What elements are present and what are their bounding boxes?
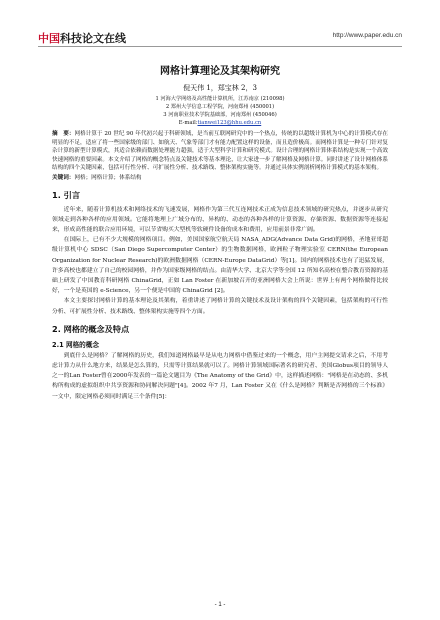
abstract xyxy=(52,130,388,173)
affiliation-2: 2 郑州大学信息工程学院，河南郑州 (450001) xyxy=(165,104,275,110)
concept-paragraph-1: 到底什么是网格？了解网格的历史，我们知道网格最早是从电力网格中借鉴过来的一个概念，用户主网提交请求之后，不用考虑计算力从什么地方来，结果是怎么算的，只需等计算结果就可以了。网格计算领域国际著名的研究者、美国Globus项目的领导人之一的Lan Foster曾在2000年发表的一篇论文题目为《The Anatomy of the Grid》中，这样描述网格："网格是在动态的、多机构所构成的虚拟组织中共享资源和协同解决问题"[4]。2002 年7 月，Lan Foster 又在《什么是网格？判断是否网格的三个标准》一文中，限定网格必须同时满足三个条件[5]： xyxy=(52,352,388,400)
paper-authors: 倪天伟 1，郑宝林 2，3 xyxy=(183,84,257,92)
intro-paragraph-3: 本文主要探讨网格计算的基本理论及其架构，着重讲述了网格计算的关键技术及设计架构的四个关键因素，包括架构的可行性分析、可扩展性分析、技术路线、整体架构实施等四个方面。 xyxy=(52,298,388,315)
site-logo[interactable] xyxy=(38,30,126,46)
abstract-label: 摘 要： xyxy=(52,131,75,137)
header-divider xyxy=(38,46,402,47)
section-heading-introduction: 1. 引言 xyxy=(52,189,81,200)
logo-main-text: 科技论文在线 xyxy=(60,32,126,45)
page-number: - 1 - xyxy=(214,602,226,608)
logo-cn-text: 中国 xyxy=(38,32,60,45)
abstract-text: 网格计算于 20 世纪 90 年代初兴起于科研领域，是当前互联网研究中的一个热点，传统的以超级计算机为中心的计算模式存在明显的不足，适应了将一些国家级的部门、如航天、气象等部门才有能力配置这样的设备，而且造价极高。而网格计算是一种专门针对复杂计算的新型计算模式，其适合依赖而数据处理能力超强，适于大型科学计算和研究模式。设计合理的网格计算体系结构是实现一个高效快速网格的重要因素。本文介绍了网格的概念特点及关键技术等基本理论，让大家进一步了解网格及网格计算。同时讲述了设计网格体系结构的四个关键因素，包括可行性分析、可扩展性分析、技术路线、整体架构实施等。并通过具体实例剖析网格计算模式的基本架构。 xyxy=(52,131,388,172)
author-email-line xyxy=(52,119,388,127)
paper-title: 网格计算理论及其架构研究 xyxy=(160,66,280,77)
keywords-text: 网格；网格计算；体系结构 xyxy=(74,174,142,181)
site-url[interactable]: http://www.paper.edu.cn xyxy=(332,32,402,39)
paper-body xyxy=(52,60,388,402)
subsection-heading-grid-definition: 2.1 网格的概念 xyxy=(52,340,99,349)
affiliation-1: 1 河海大学网络及高性能计算机所，江苏南京 (210098) xyxy=(155,96,285,102)
section-heading-grid-concept: 2. 网格的概念及特点 xyxy=(52,323,130,334)
intro-paragraph-1: 近年来，随着计算机技术和网络技术的飞速发展，网格作为第三代互连网技术正成为信息技术领域的研究热点，并逐步从研究领域走到各种各样的应用领域。它能将地理上广域分布的、异构的、动态的各种各样的计算资源、存储资源、数据资源等连接起来，形成高性能的联合应用环境，可以节省购买大型机等软硬件设备的成本和费用，应用前景非常广阔。 xyxy=(52,206,388,233)
keywords-label: 关键词： xyxy=(52,174,75,181)
site-header xyxy=(38,26,402,48)
intro-paragraph-2: 在国际上，已有不少大规模的网格项目。例如，美国国家航空航天局 NASA_ADG(Advance Data Grid)的网格，圣地亚哥超级计算机中心 SDSC（San Diego Supercomputer Center）的生物数据网格，欧洲粒子物理实验室 CERN(the European Organization for Nuclear Research)的欧洲数据网格（CERN-Europe DataGrid）等[1]。国内的网格技术也有了迅猛发展，许多高校也都建立了自己的校园网格，并作为国家级网格的结点。由清华大学、北京大学等全国 12 所知名高校在整合教育资源的基础上研发了中国教育科研网格 ChinaGrid，正如 Lan Foster 在新加坡召开的亚洲网格大会上所说：世界上有两个网格做得比较好，一个是英国的 e-Science，另一个便是中国的 ChinaGrid [2]。 xyxy=(52,237,388,295)
keywords xyxy=(52,174,388,183)
affiliation-3: 3 河南职业技术学院基础部，河南郑州 (450046) xyxy=(163,112,277,118)
email-label: E-mail: xyxy=(178,120,198,126)
email-link[interactable]: tianwei123@hhu.edu.cn xyxy=(197,120,262,126)
